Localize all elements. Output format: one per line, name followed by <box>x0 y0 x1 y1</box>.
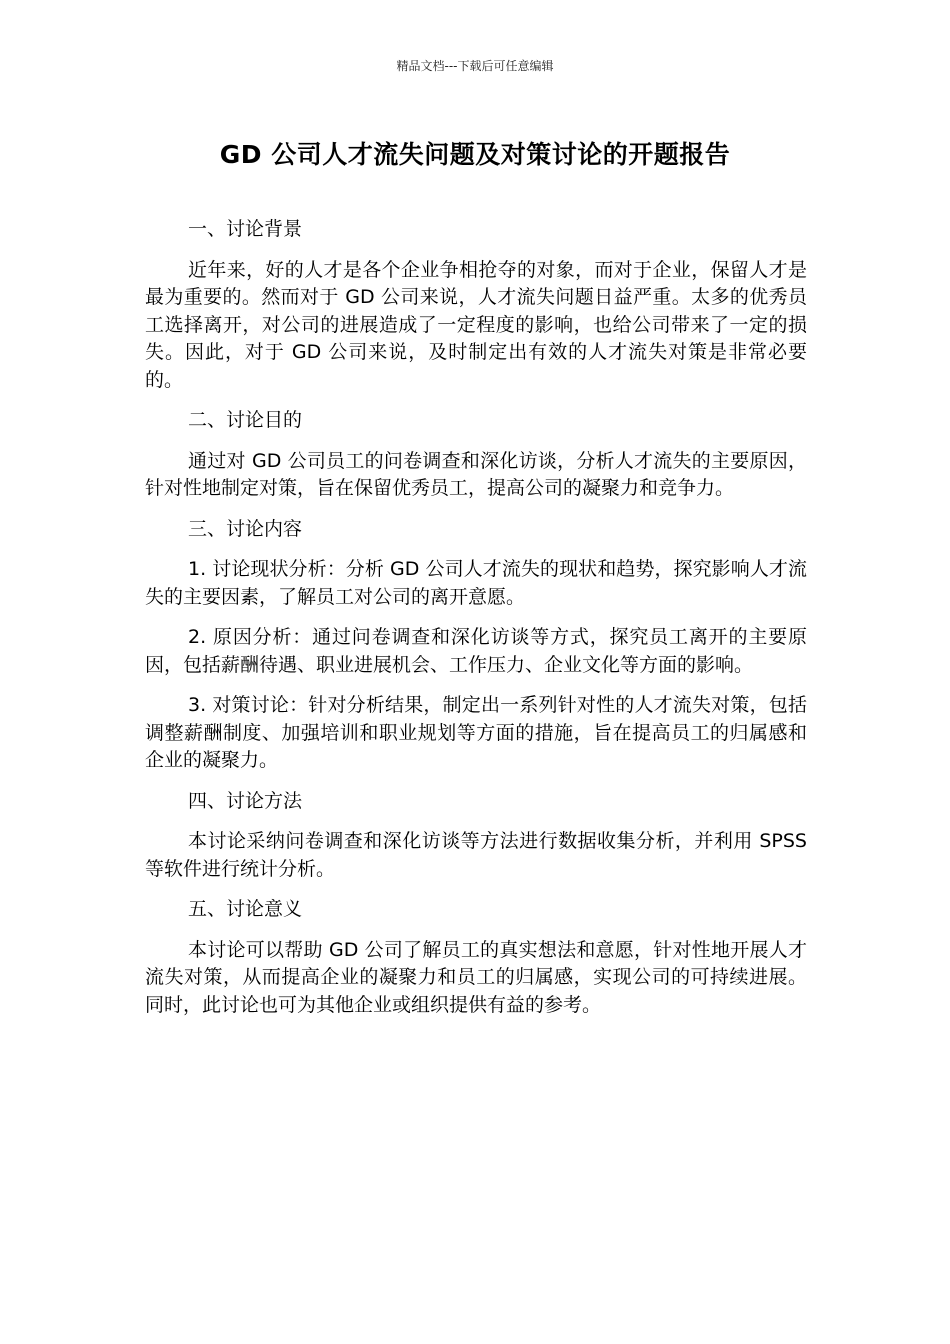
section-heading-purpose: 二、讨论目的 <box>188 409 303 431</box>
paragraph-content-item-1: 1. 讨论现状分析：分析 GD 公司人才流失的现状和趋势，探究影响人才流失的主要因素，了解员工对公司的离开意愿。 <box>145 558 807 608</box>
paragraph-significance: 本讨论可以帮助 GD 公司了解员工的真实想法和意愿，针对性地开展人才流失对策，从而提高企业的凝聚力和员工的归属感，实现公司的可持续进展。同时，此讨论也可为其他企业或组织提供有益的参考。 <box>145 938 807 1016</box>
section-heading-significance: 五、讨论意义 <box>188 898 303 920</box>
document-title: GD 公司人才流失问题及对策讨论的开题报告 <box>219 140 731 169</box>
document-body <box>145 216 807 1032</box>
paragraph-method: 本讨论采纳问卷调查和深化访谈等方法进行数据收集分析，并利用 SPSS 等软件进行统计分析。 <box>145 830 807 880</box>
paragraph-content-item-3: 3. 对策讨论：针对分析结果，制定出一系列针对性的人才流失对策，包括调整薪酬制度、加强培训和职业规划等方面的措施，旨在提高员工的归属感和企业的凝聚力。 <box>145 694 807 771</box>
section-heading-background: 一、讨论背景 <box>188 218 303 240</box>
section-heading-method: 四、讨论方法 <box>188 789 303 812</box>
section-heading-content: 三、讨论内容 <box>188 517 303 540</box>
header-note: 精品文档---下载后可任意编辑 <box>396 59 554 73</box>
paragraph-content-item-2: 2. 原因分析：通过问卷调查和深化访谈等方式，探究员工离开的主要原因，包括薪酬待遇、职业进展机会、工作压力、企业文化等方面的影响。 <box>145 626 807 676</box>
paragraph-background: 近年来，好的人才是各个企业争相抢夺的对象，而对于企业，保留人才是最为重要的。然而对于 GD 公司来说，人才流失问题日益严重。太多的优秀员工选择离开，对公司的进展造成了一定程度的影响，也给公司带来了一定的损失。因此，对于 GD 公司来说，及时制定出有效的人才流失对策是非常必要的。 <box>145 258 807 391</box>
paragraph-purpose: 通过对 GD 公司员工的问卷调查和深化访谈，分析人才流失的主要原因，针对性地制定对策，旨在保留优秀员工，提高公司的凝聚力和竞争力。 <box>145 449 807 499</box>
